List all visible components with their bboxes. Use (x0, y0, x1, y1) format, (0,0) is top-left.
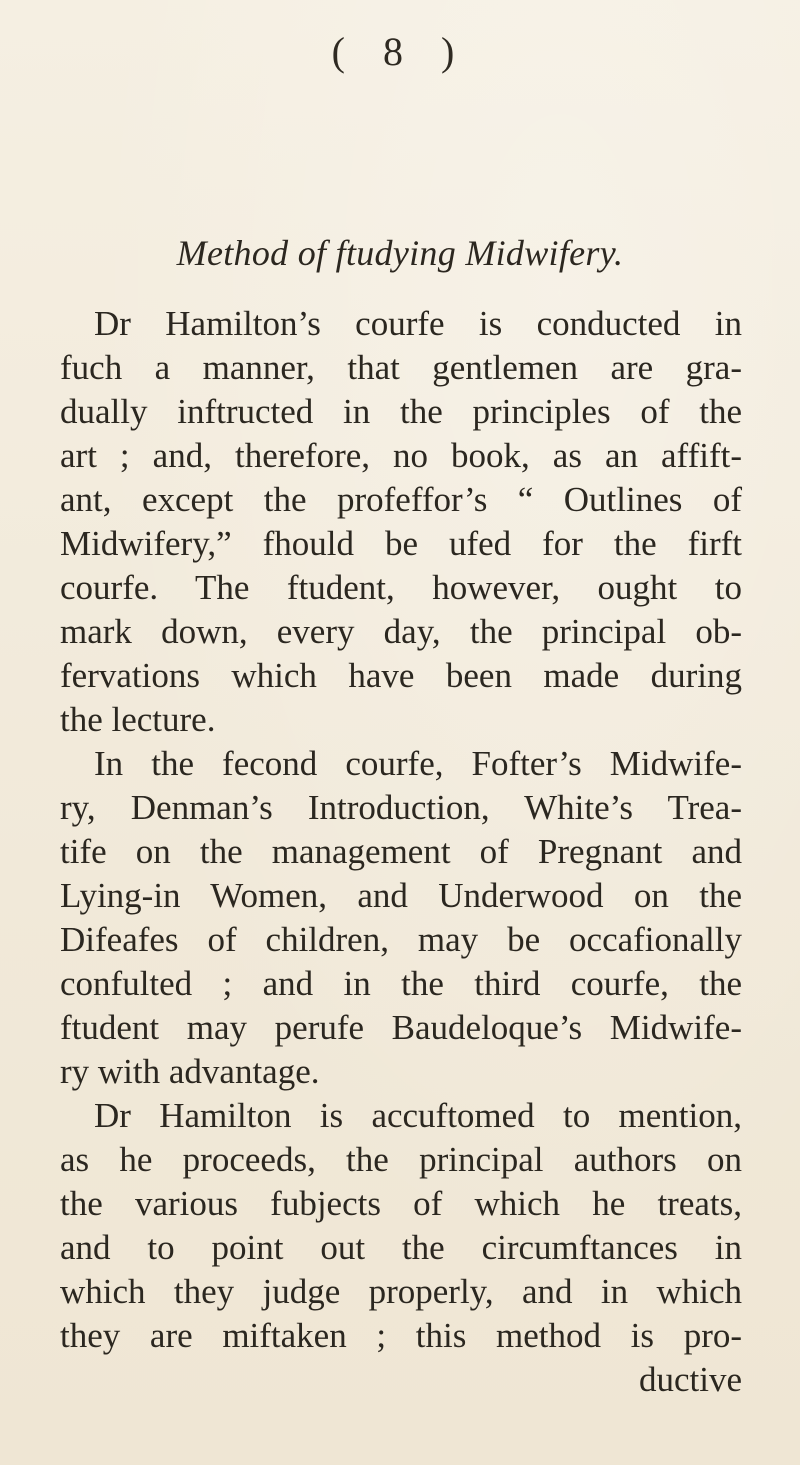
text-line: Midwifery,” fhould be ufed for the firft (60, 524, 742, 563)
text-line: they are miftaken ; this method is pro- (60, 1316, 742, 1355)
text-line: Difeafes of children, may be occafionally (60, 920, 742, 959)
text-line: dually inftructed in the principles of the (60, 392, 742, 431)
text-line: ductive (638, 1360, 742, 1399)
text-line: courfe. The ftudent, however, ought to (60, 568, 742, 607)
text-line: mark down, every day, the principal ob- (60, 612, 742, 651)
text-line: art ; and, therefore, no book, as an affift- (60, 436, 742, 475)
text-line: In the fecond courfe, Fofter’s Midwife- (94, 744, 742, 783)
text-line: the lecture. (60, 700, 216, 739)
text-line: ant, except the profeffor’s “ Outlines of (60, 480, 742, 519)
section-heading: Method of ftudying Midwifery. (176, 233, 624, 273)
text-line: Lying-in Women, and Underwood on the (60, 876, 742, 915)
text-line: confulted ; and in the third courfe, the (60, 964, 742, 1003)
text-line: Dr Hamilton is accuftomed to mention, (94, 1096, 742, 1135)
text-line: fuch a manner, that gentlemen are gra- (60, 348, 742, 387)
text-line: ry, Denman’s Introduction, White’s Trea- (60, 788, 742, 827)
page-number: ( 8 ) (331, 29, 469, 74)
text-line: ry with advantage. (60, 1052, 320, 1091)
text-line: the various fubjects of which he treats, (60, 1184, 742, 1223)
text-line: fervations which have been made during (60, 656, 742, 695)
text-line: which they judge properly, and in which (60, 1272, 742, 1311)
text-line: and to point out the circumftances in (60, 1228, 742, 1267)
text-line: as he proceeds, the principal authors on (60, 1140, 742, 1179)
text-line: ftudent may perufe Baudeloque’s Midwife- (60, 1008, 742, 1047)
text-line: Dr Hamilton’s courfe is conducted in (94, 304, 742, 343)
text-line: tife on the management of Pregnant and (60, 832, 742, 871)
